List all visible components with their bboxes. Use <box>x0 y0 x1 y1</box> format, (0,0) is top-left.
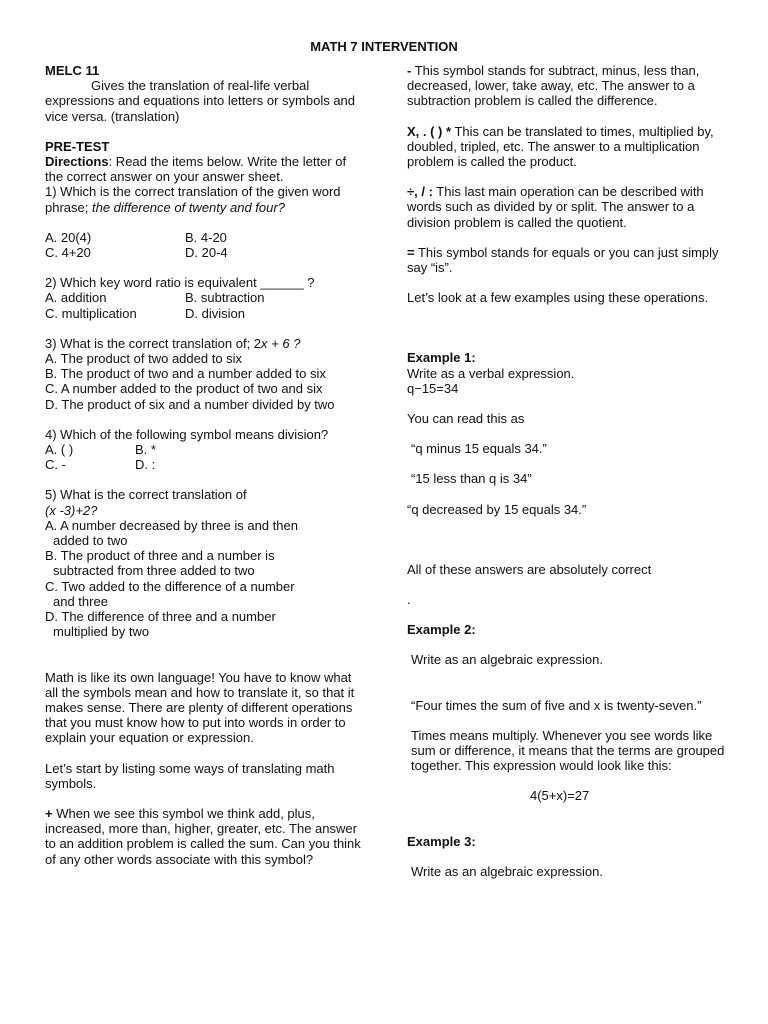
q1-option-a: A. 20(4) <box>45 229 92 245</box>
q3-option-b: B. The product of two and a number added to six <box>45 366 326 382</box>
q3-option-c: C. A number added to the product of two and six <box>45 381 323 397</box>
q3-stem-italic: x + 6 ? <box>261 335 301 351</box>
intro-paragraph-1: Math is like its own language! You have to know what all the symbols mean and how to translate it, so that it makes sense. There are plenty of different operations that you must know how to put into words in order to explain your equation or expression. <box>45 669 355 746</box>
division-symbol: ÷, / : <box>407 184 433 200</box>
question-3 <box>45 336 365 351</box>
q4-option-d: D. : <box>135 457 156 473</box>
times-paragraph <box>407 124 725 170</box>
example-1-read-as: You can read this as <box>407 411 525 427</box>
q4-option-c: C. - <box>45 457 66 473</box>
q4-option-b: B. * <box>135 442 156 458</box>
directions-text: : Read the items below. Write the letter of the correct answer on your answer sheet. <box>45 154 347 185</box>
q3-option-a: A. The product of two added to six <box>45 351 243 367</box>
plus-symbol: + <box>45 805 53 821</box>
minus-symbol: - <box>407 63 412 78</box>
q5-option-b-line1: B. The product of three and a number is <box>45 548 275 564</box>
q5-option-a-line1: A. A number decreased by three is and then <box>45 517 298 533</box>
q5-stem-italic: (x -3)+2? <box>45 502 98 518</box>
q5-option-a-line2: added to two <box>53 533 128 549</box>
division-text: This last main operation can be described with words such as divided by or split. The answer to a division problem is called the quotient. <box>407 184 704 230</box>
intro-paragraph-2: Let’s start by listing some ways of translating math symbols. <box>45 760 335 791</box>
melc-text: Gives the translation of real-life verbal expressions and equations into letters or symbols and vice versa. (translation) <box>45 78 356 124</box>
example-1-heading: Example 1: <box>407 350 476 366</box>
q4-option-a: A. ( ) <box>45 442 74 458</box>
pretest-heading: PRE-TEST <box>45 138 110 154</box>
times-text: This can be translated to times, multiplied by, doubled, tripled, etc. The answer to a multiplication problem is called the product. <box>407 123 714 170</box>
q4-options-row1 <box>45 442 365 457</box>
melc-heading: MELC 11 <box>45 63 100 78</box>
left-column <box>45 63 365 867</box>
example-1-reading-3: “q decreased by 15 equals 34.” <box>407 501 587 517</box>
division-paragraph <box>407 184 725 230</box>
minus-text: This symbol stands for subtract, minus, less than, decreased, lower, take away, etc. The answer to a subtraction problem is called the difference. <box>407 63 700 109</box>
q1-option-c: C. 4+20 <box>45 245 91 261</box>
example-1-dot: . <box>407 592 411 608</box>
q1-option-d: D. 20-4 <box>185 245 228 261</box>
question-1 <box>45 184 365 214</box>
example-3-instruction: Write as an algebraic expression. <box>411 863 603 879</box>
directions-label: Directions <box>45 154 109 170</box>
example-1-reading-1: “q minus 15 equals 34.” <box>411 441 547 457</box>
q5-option-c-line2: and three <box>53 593 108 609</box>
times-symbol: X, . ( ) * <box>407 123 452 139</box>
question-2: 2) Which key word ratio is equivalent ______ ? <box>45 275 315 291</box>
q3-option-d: D. The product of six and a number divided by two <box>45 396 335 412</box>
example-1-reading-2: “15 less than q is 34” <box>411 471 532 487</box>
q2-options-row1 <box>45 290 365 305</box>
q1-stem: 1) Which is the correct translation of the given word phrase; <box>45 184 341 215</box>
question-5: 5) What is the correct translation of <box>45 487 247 503</box>
q4-options-row2 <box>45 457 365 472</box>
example-1-instruction: Write as a verbal expression. <box>407 365 575 381</box>
example-2-quote: “Four times the sum of five and x is twenty-seven.” <box>411 697 702 713</box>
page-title: MATH 7 INTERVENTION <box>310 39 458 54</box>
q2-option-c: C. multiplication <box>45 305 137 321</box>
equals-symbol: = <box>407 244 415 260</box>
q2-options-row2 <box>45 306 365 321</box>
q5-option-b-line2: subtracted from three added to two <box>53 563 255 579</box>
equals-paragraph <box>407 245 725 275</box>
q5-option-d-line1: D. The difference of three and a number <box>45 609 276 625</box>
directions <box>45 154 365 184</box>
q3-stem: 3) What is the correct translation of; 2 <box>45 335 262 351</box>
q2-option-a: A. addition <box>45 290 107 306</box>
q1-option-b: B. 4-20 <box>185 229 227 245</box>
example-3-heading: Example 3: <box>407 833 476 849</box>
q2-option-b: B. subtraction <box>185 290 265 306</box>
equals-text: This symbol stands for equals or you can just simply say “is”. <box>407 244 719 276</box>
question-4: 4) Which of the following symbol means division? <box>45 426 329 442</box>
q1-options-row1 <box>45 230 365 245</box>
example-1-equation: q−15=34 <box>407 380 459 396</box>
example-2-heading: Example 2: <box>407 622 476 638</box>
minus-paragraph <box>407 63 725 109</box>
right-column <box>407 63 725 879</box>
q5-option-d-line2: multiplied by two <box>53 624 150 640</box>
q5-option-c-line1: C. Two added to the difference of a number <box>45 578 295 594</box>
q1-stem-italic: the difference of twenty and four? <box>91 199 285 215</box>
lets-look-paragraph: Let’s look at a few examples using these operations. <box>407 290 709 306</box>
plus-text: When we see this symbol we think add, plus, increased, more than, higher, greater, etc. The answer to an addition problem is called the sum. Can you think of any other words associate with this symbol? <box>45 805 361 867</box>
example-2-explanation: Times means multiply. Whenever you see words like sum or difference, it means that the terms are grouped together. This expression would look like this: <box>411 727 725 774</box>
example-2-answer: 4(5+x)=27 <box>530 788 590 804</box>
example-2-instruction: Write as an algebraic expression. <box>411 652 603 668</box>
plus-paragraph <box>45 806 365 867</box>
example-1-note: All of these answers are absolutely correct <box>407 561 652 577</box>
q1-options-row2 <box>45 245 365 260</box>
q2-option-d: D. division <box>185 305 245 321</box>
